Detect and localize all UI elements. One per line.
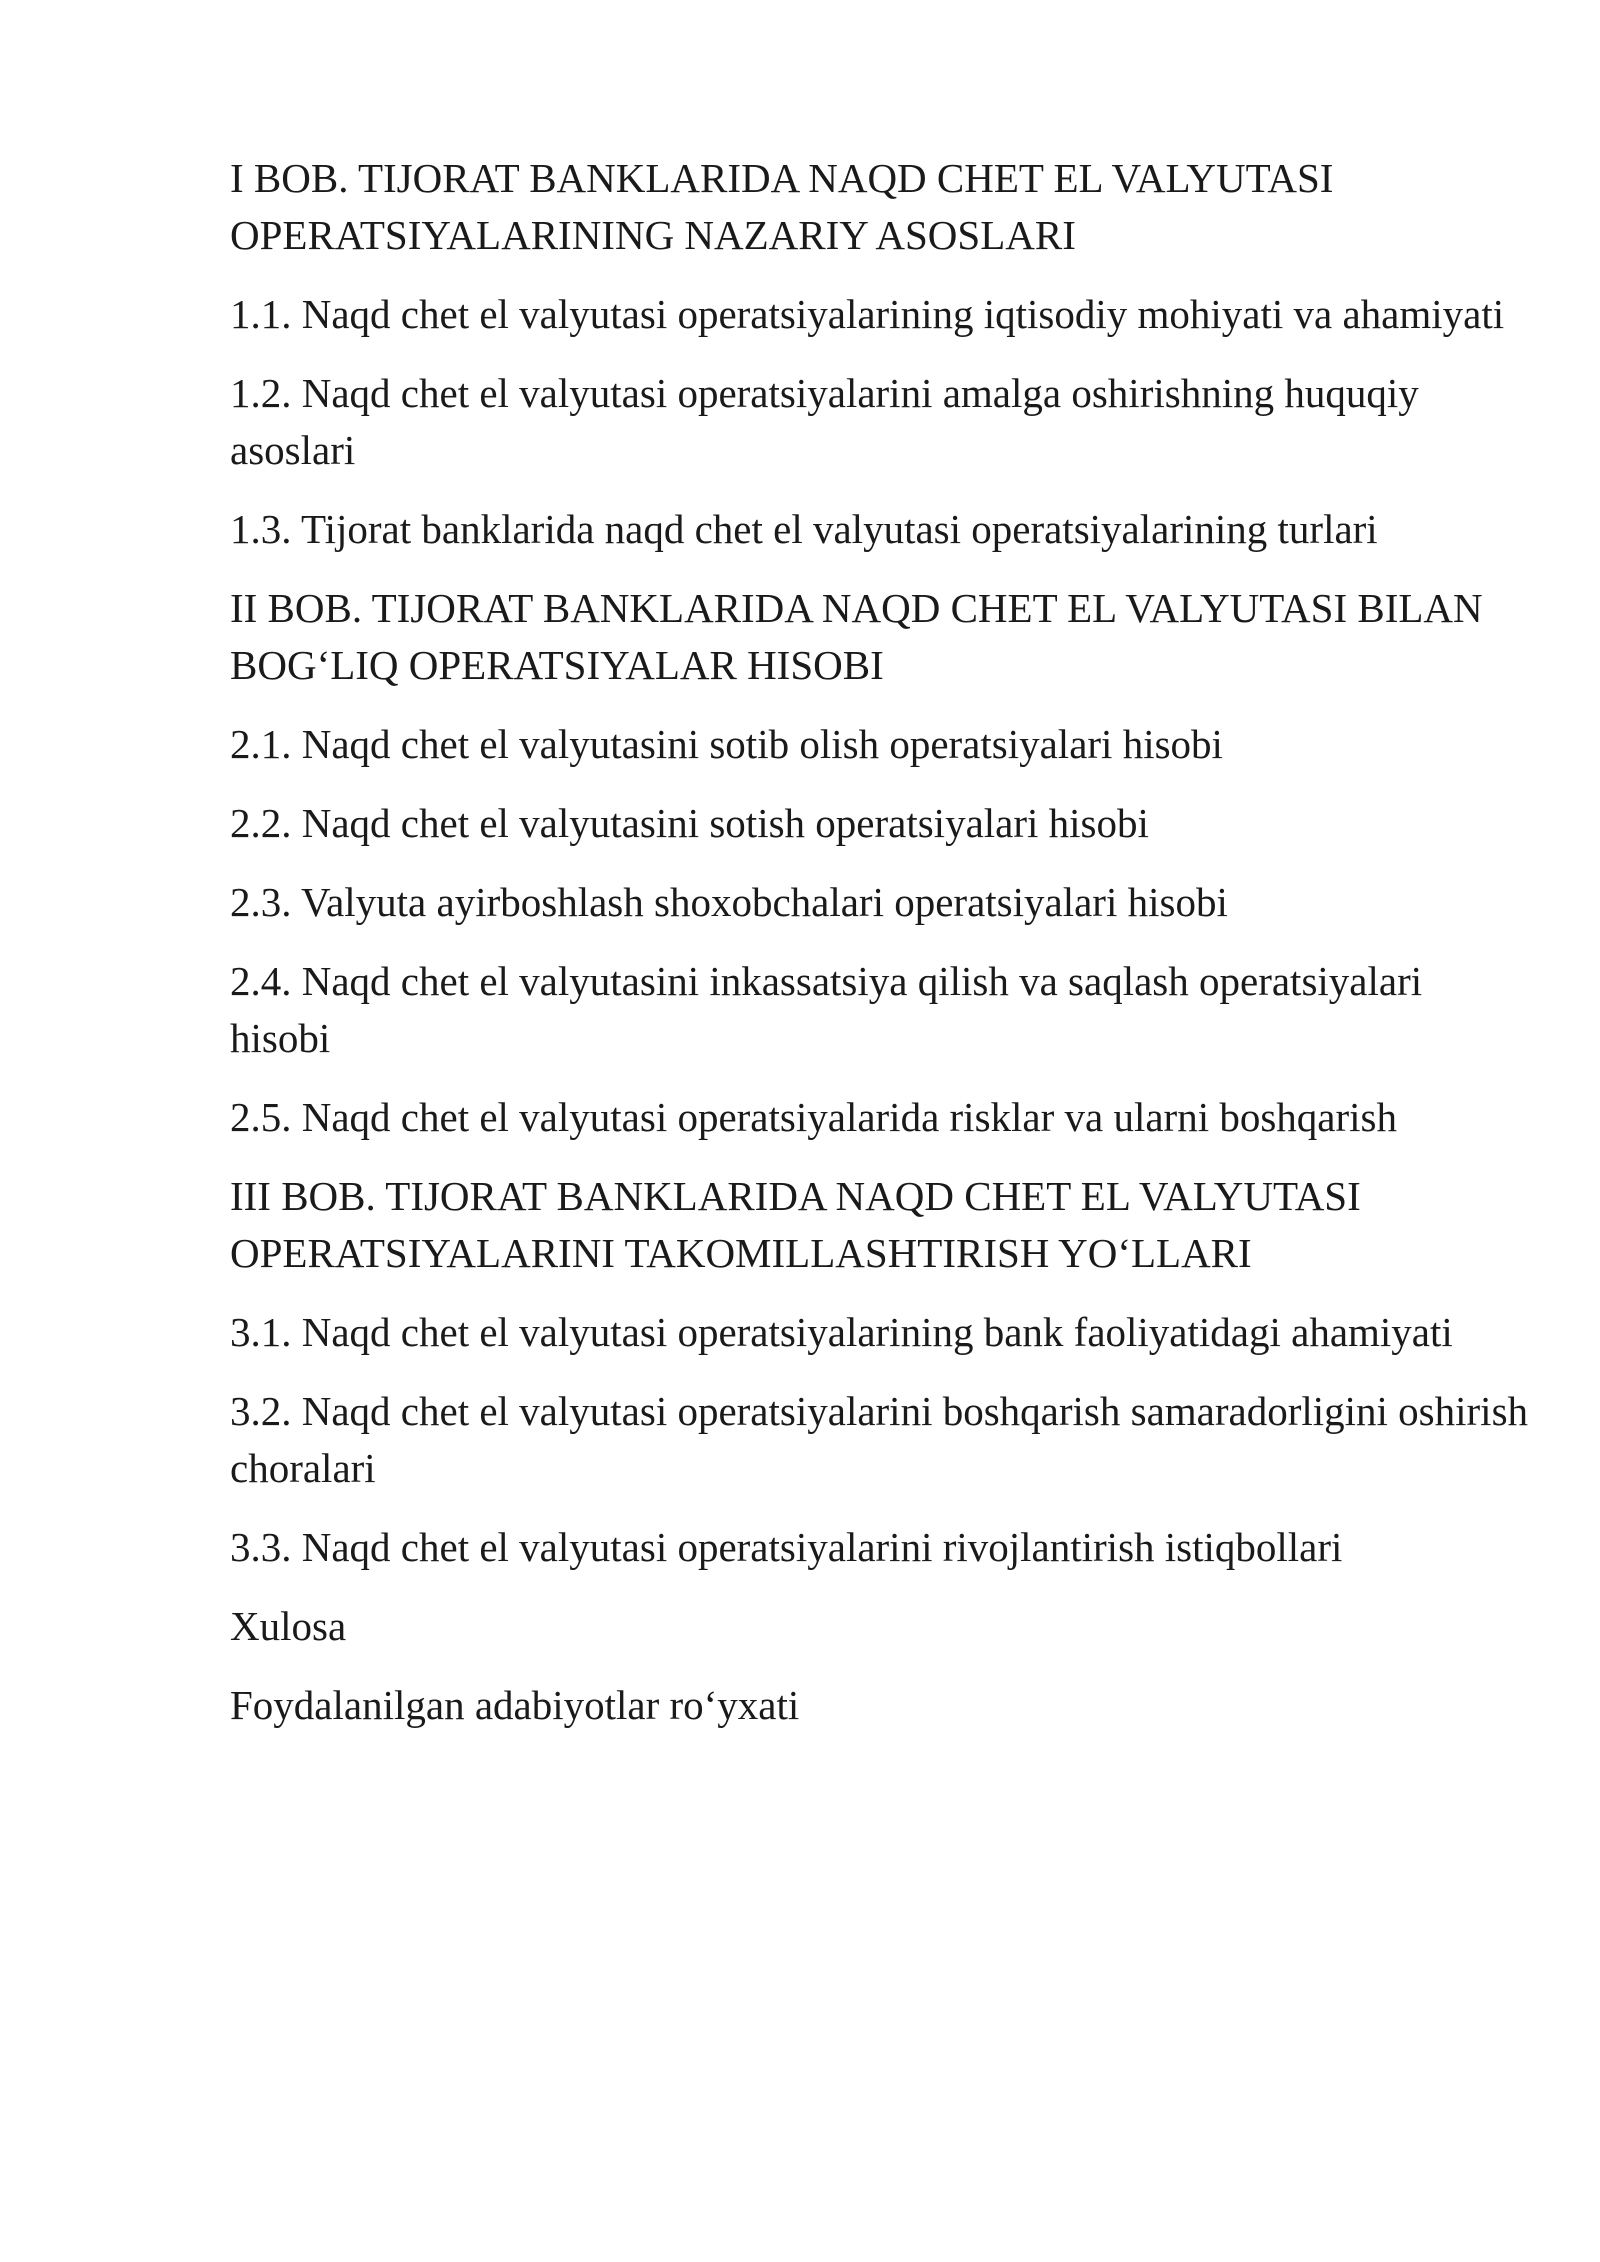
toc-section-1-2: 1.2. Naqd chet el valyutasi operatsiyalarini amalga oshirishning huquqiy asoslari — [230, 370, 1419, 473]
toc-section-2-4: 2.4. Naqd chet el valyutasini inkassatsiya qilish va saqlash operatsiyalari hisobi — [230, 958, 1423, 1061]
toc-chapter-1: I BOB. TIJORAT BANKLARIDA NAQD CHET EL VALYUTASI OPERATSIYALARINING NAZARIY ASOSLARI — [230, 155, 1334, 258]
toc-chapter-3: III BOB. TIJORAT BANKLARIDA NAQD CHET EL VALYUTASI OPERATSIYALARINI TAKOMILLASHTIRISH YO‘LLARI — [230, 1173, 1361, 1276]
toc-section-1-1: 1.1. Naqd chet el valyutasi operatsiyalarining iqtisodiy mohiyati va ahamiyati — [230, 291, 1505, 337]
toc-section-2-3: 2.3. Valyuta ayirboshlash shoxobchalari operatsiyalari hisobi — [230, 879, 1228, 925]
toc-section-3-2: 3.2. Naqd chet el valyutasi operatsiyalarini boshqarish samaradorligini oshirish choralari — [230, 1388, 1529, 1491]
toc-section-2-5: 2.5. Naqd chet el valyutasi operatsiyalarida risklar va ularni boshqarish — [230, 1094, 1397, 1140]
toc-section-2-1: 2.1. Naqd chet el valyutasini sotib olish operatsiyalari hisobi — [230, 721, 1223, 767]
toc-section-1-3: 1.3. Tijorat banklarida naqd chet el valyutasi operatsiyalarining turlari — [230, 506, 1378, 552]
toc-section-3-3: 3.3. Naqd chet el valyutasi operatsiyalarini rivojlantirish istiqbollari — [230, 1524, 1343, 1570]
toc-references: Foydalanilgan adabiyotlar ro‘yxati — [230, 1682, 800, 1728]
toc-section-2-2: 2.2. Naqd chet el valyutasini sotish operatsiyalari hisobi — [230, 800, 1149, 846]
table-of-contents — [230, 150, 1530, 1756]
toc-chapter-2: II BOB. TIJORAT BANKLARIDA NAQD CHET EL VALYUTASI BILAN BOG‘LIQ OPERATSIYALAR HISOBI — [230, 585, 1483, 688]
toc-section-3-1: 3.1. Naqd chet el valyutasi operatsiyalarining bank faoliyatidagi ahamiyati — [230, 1309, 1453, 1355]
toc-conclusion: Xulosa — [230, 1603, 347, 1649]
